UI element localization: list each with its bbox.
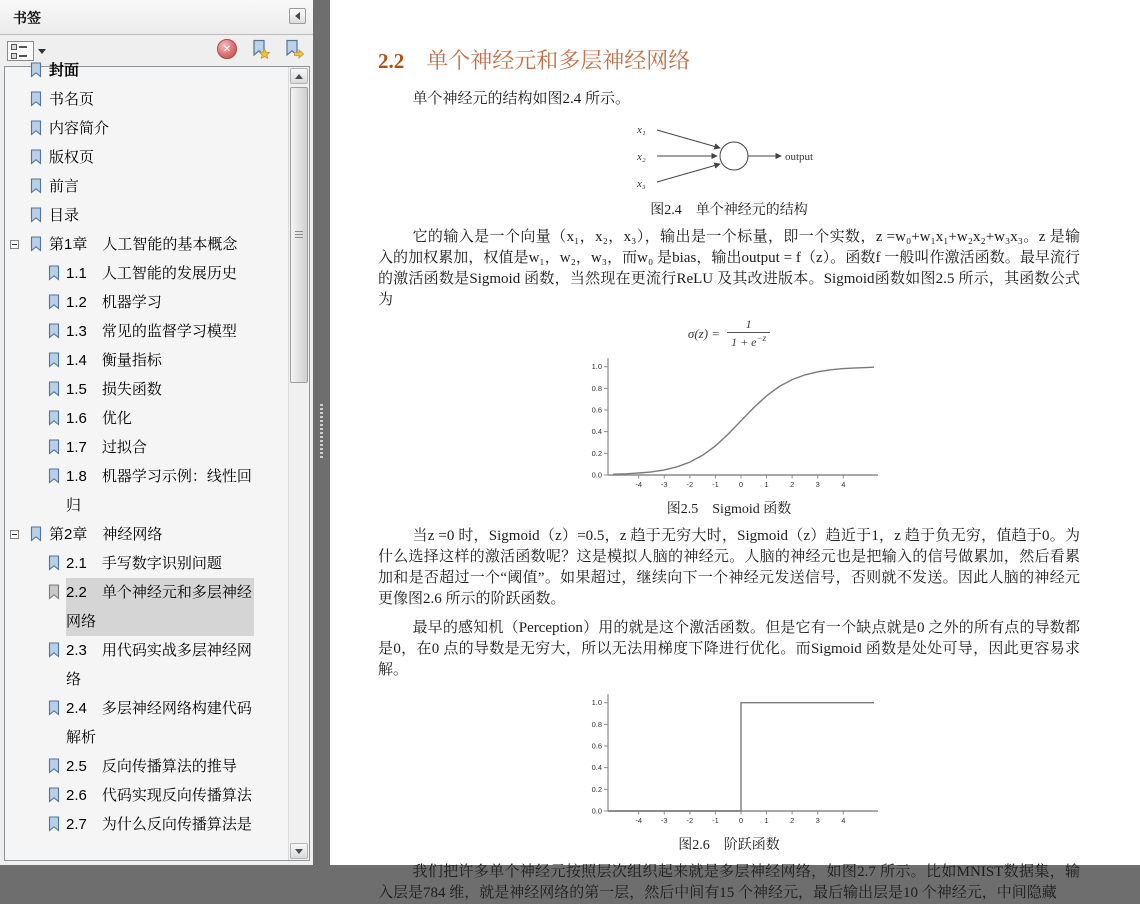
bookmark-label: 1.8 机器学习示例：线性回归 xyxy=(66,468,252,514)
svg-text:-1: -1 xyxy=(712,816,719,825)
figure-neuron xyxy=(378,118,1080,219)
bookmark-label: 第2章 神经网络 xyxy=(49,526,163,543)
pdf-page xyxy=(330,0,1140,904)
paragraph: 最早的感知机（Perception）用的就是这个激活函数。但是它有一个缺点就是0 之外的所有点的导数都是0，在0 点的导数是无穷大，所以无法用梯度下降进行优化。而Sigmoid 函数是处处可导，因此更容易求解。 xyxy=(378,620,1080,678)
collapse-minus-icon[interactable] xyxy=(10,530,19,539)
sigmoid-chart xyxy=(574,353,884,491)
bookmark-icon xyxy=(47,439,61,455)
svg-text:-2: -2 xyxy=(686,480,694,489)
neuron-circle xyxy=(720,142,748,170)
svg-text:4: 4 xyxy=(841,816,846,825)
formula-fraction: $\frac{1}{1 + e^{-z}}$ xyxy=(727,318,770,350)
svg-text:0.4: 0.4 xyxy=(591,763,602,773)
neuron-diagram xyxy=(631,118,827,192)
paragraph-clipped: 我们把许多单个神经元按照层次组织起来就是多层神经网络，如图2.7 所示。比如MNIST数据集，输入层是784 维，就是神经网络的第一层，然后中间有15 个神经元，最后输出层是10 个神经元，中间隐藏 xyxy=(378,864,1080,901)
bookmark-label: 1.6 优化 xyxy=(66,410,132,427)
bookmark-label: 2.4 多层神经网络构建代码解析 xyxy=(66,700,252,746)
svg-text:-1: -1 xyxy=(712,480,719,489)
bookmark-item[interactable] xyxy=(5,56,288,85)
scrollbar-grip-icon xyxy=(295,231,303,239)
bookmark-item[interactable] xyxy=(5,520,288,549)
bookmark-item[interactable] xyxy=(5,694,288,752)
input-x3-label: x₃ xyxy=(637,178,646,190)
bookmark-icon xyxy=(47,294,61,310)
bookmark-icon xyxy=(47,265,61,281)
svg-text:-3: -3 xyxy=(660,480,668,489)
svg-text:2: 2 xyxy=(790,480,795,489)
bookmark-item[interactable] xyxy=(5,549,288,578)
bookmark-item[interactable] xyxy=(5,752,288,781)
bookmark-icon xyxy=(29,91,43,107)
bookmark-item[interactable] xyxy=(5,375,288,404)
bookmark-item[interactable] xyxy=(5,201,288,230)
bookmark-label: 2.2 单个神经元和多层神经网络 xyxy=(66,578,254,636)
paragraph: 它的输入是一个向量（x₁，x₂，x₃），输出是一个标量，即一个实数，z =w₀+w₁x₁+w₂x₂+w₃x₃。z 是输入的加权累加，权值是w₁，w₂，w₃，而w₀ 是bias，输出output = f（z）。函数f 一般叫作激活函数。最早流行的激活函数是Sigmoid 函数，当然现在更流行ReLU 及其改进版本。Sigmoid函数如图2.5 所示，其函数公式为 xyxy=(378,229,1080,308)
bookmark-icon xyxy=(29,207,43,223)
document-view xyxy=(330,0,1140,901)
bookmark-item[interactable] xyxy=(5,230,288,259)
triangle-down-icon xyxy=(295,849,303,854)
svg-text:-3: -3 xyxy=(660,816,668,825)
bookmark-item[interactable] xyxy=(5,433,288,462)
svg-text:1.0: 1.0 xyxy=(591,698,602,708)
svg-text:1.0: 1.0 xyxy=(591,362,602,372)
bookmark-item[interactable] xyxy=(5,346,288,375)
bookmark-icon xyxy=(47,700,61,716)
section-number: 2.2 xyxy=(378,49,405,73)
svg-text:0.8: 0.8 xyxy=(591,383,602,393)
collapse-left-icon xyxy=(295,12,300,20)
bookmark-item[interactable] xyxy=(5,114,288,143)
bookmark-label: 第1章 人工智能的基本概念 xyxy=(49,236,238,253)
step-chart xyxy=(574,689,884,827)
figure-step xyxy=(378,689,1080,854)
scroll-up-button[interactable] xyxy=(290,68,308,84)
bookmark-icon xyxy=(47,555,61,571)
svg-text:1: 1 xyxy=(764,480,769,489)
output-label: output xyxy=(785,151,814,163)
bookmark-label: 2.5 反向传播算法的推导 xyxy=(66,758,237,775)
bookmark-item[interactable] xyxy=(5,781,288,810)
chevron-down-icon xyxy=(38,49,46,54)
svg-text:1: 1 xyxy=(764,816,769,825)
svg-text:0.0: 0.0 xyxy=(591,470,602,480)
paragraph: 当z =0 时，Sigmoid（z）=0.5，z 趋于无穷大时，Sigmoid（z）趋近于1，z 趋于负无穷，值趋于0。为什么选择这样的激活函数呢？这是模拟人脑的神经元。人脑的神经元也是把输入的信号做累加，然后看累加和是否超过一个“阈值”。如果超过，继续向下一个神经元发送信号，否则就不发送。因此人脑的神经元更像图2.6 所示的阶跃函数。 xyxy=(378,528,1080,607)
input-x2-label: x₂ xyxy=(637,151,646,163)
bookmark-icon xyxy=(29,62,43,78)
panel-splitter[interactable] xyxy=(313,0,330,865)
svg-text:3: 3 xyxy=(815,480,820,489)
bookmark-label: 2.7 为什么反向传播算法是 xyxy=(66,816,252,833)
bookmark-icon xyxy=(47,352,61,368)
bookmark-item[interactable] xyxy=(5,636,288,694)
section-title: 单个神经元和多层神经网络 xyxy=(426,48,691,73)
bookmark-icon xyxy=(29,178,43,194)
bookmark-icon xyxy=(47,323,61,339)
bookmarks-panel-title: 书签 xyxy=(13,10,41,26)
scroll-down-button[interactable] xyxy=(290,843,308,859)
svg-text:0.0: 0.0 xyxy=(591,806,602,816)
svg-text:2: 2 xyxy=(790,816,795,825)
svg-text:0: 0 xyxy=(738,816,744,825)
bookmark-label: 1.1 人工智能的发展历史 xyxy=(66,265,237,282)
bookmark-icon xyxy=(29,526,43,542)
bookmark-label: 1.7 过拟合 xyxy=(66,439,147,456)
bookmarks-tree xyxy=(4,62,310,861)
bookmark-label: 1.5 损失函数 xyxy=(66,381,162,398)
bookmark-label: 1.2 机器学习 xyxy=(66,294,162,311)
bookmark-item[interactable] xyxy=(5,462,288,520)
collapse-panel-button[interactable] xyxy=(289,8,306,24)
splitter-grip-icon xyxy=(320,404,323,460)
bookmark-label: 内容简介 xyxy=(49,120,110,137)
bookmark-icon xyxy=(47,410,61,426)
bookmark-label: 目录 xyxy=(49,207,80,224)
bookmarks-panel xyxy=(0,0,313,865)
svg-text:0.2: 0.2 xyxy=(591,784,602,794)
bookmark-icon xyxy=(29,236,43,252)
bookmark-icon xyxy=(29,149,43,165)
triangle-up-icon xyxy=(295,74,303,79)
bookmarks-panel-header xyxy=(0,0,313,35)
bookmark-label: 前言 xyxy=(49,178,80,195)
figure-sigmoid xyxy=(378,353,1080,518)
figure-caption: 图2.5 Sigmoid 函数 xyxy=(666,502,792,517)
figure-caption: 图2.4 单个神经元的结构 xyxy=(650,203,808,218)
bookmark-label: 1.4 衡量指标 xyxy=(66,352,162,369)
svg-text:-4: -4 xyxy=(635,480,643,489)
bookmark-label: 2.3 用代码实战多层神经网络 xyxy=(66,642,252,688)
svg-text:4: 4 xyxy=(841,480,846,489)
bookmarks-scrollbar[interactable] xyxy=(288,67,309,860)
figure-caption: 图2.6 阶跃函数 xyxy=(678,838,780,853)
bookmark-item[interactable] xyxy=(5,578,288,636)
bookmark-item[interactable] xyxy=(5,404,288,433)
delete-cross-icon: ✕ xyxy=(222,43,232,55)
bookmark-icon xyxy=(47,758,61,774)
bookmark-label: 1.3 常见的监督学习模型 xyxy=(66,323,237,340)
svg-text:0.6: 0.6 xyxy=(591,405,602,415)
paragraph: 单个神经元的结构如图2.4 所示。 xyxy=(412,91,631,107)
bookmark-icon xyxy=(47,816,61,832)
svg-text:0.8: 0.8 xyxy=(591,719,602,729)
scrollbar-thumb[interactable] xyxy=(290,87,308,383)
bookmark-item[interactable] xyxy=(5,810,288,839)
bookmark-label: 版权页 xyxy=(49,149,95,166)
bookmark-icon xyxy=(47,787,61,803)
bookmark-icon xyxy=(29,120,43,136)
svg-text:-2: -2 xyxy=(686,816,694,825)
bookmark-label: 2.1 手写数字识别问题 xyxy=(66,555,222,572)
bookmark-icon xyxy=(47,381,61,397)
bookmark-item[interactable] xyxy=(5,288,288,317)
formula-lhs: σ(z) = xyxy=(687,326,721,341)
bookmark-label: 封面 xyxy=(49,62,80,79)
bookmarks-list xyxy=(5,62,288,860)
sigmoid-formula xyxy=(378,319,1080,349)
bookmark-label: 书名页 xyxy=(49,91,95,108)
bookmark-icon xyxy=(47,584,61,600)
bookmark-item[interactable] xyxy=(5,85,288,114)
bookmark-item[interactable] xyxy=(5,143,288,172)
svg-text:0.2: 0.2 xyxy=(591,448,602,458)
input-x1-label: x₁ xyxy=(637,124,646,136)
svg-text:-4: -4 xyxy=(635,816,643,825)
svg-text:0: 0 xyxy=(738,480,744,489)
svg-text:3: 3 xyxy=(815,816,820,825)
collapse-minus-icon[interactable] xyxy=(10,240,19,249)
section-heading xyxy=(378,44,1080,75)
bookmark-icon xyxy=(47,468,61,484)
bookmark-item[interactable] xyxy=(5,172,288,201)
bookmark-label: 2.6 代码实现反向传播算法 xyxy=(66,787,252,804)
bookmark-item[interactable] xyxy=(5,317,288,346)
svg-text:0.4: 0.4 xyxy=(591,427,602,437)
svg-text:0.6: 0.6 xyxy=(591,741,602,751)
bookmark-icon xyxy=(47,642,61,658)
bookmark-item[interactable] xyxy=(5,259,288,288)
